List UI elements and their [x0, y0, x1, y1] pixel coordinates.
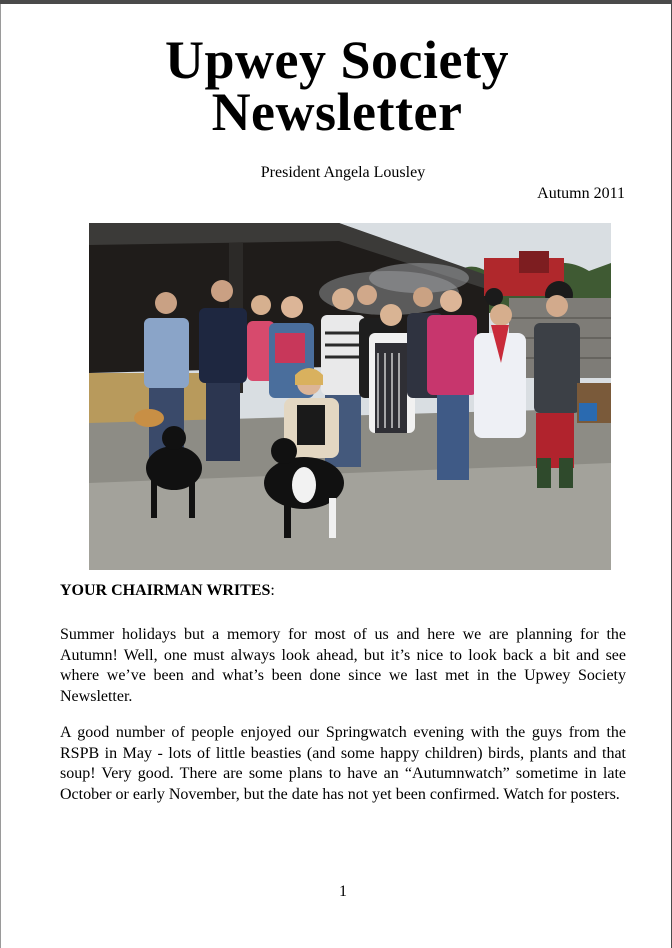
title-line-1: Upwey Society	[165, 30, 509, 90]
title-line-2: Newsletter	[211, 82, 463, 142]
newsletter-page	[0, 4, 671, 948]
page-number: 1	[339, 883, 347, 900]
issue-date: Autumn 2011	[537, 185, 625, 202]
article-paragraph: A good number of people enjoyed our Springwatch evening with the guys from the RSPB in May - lots of little beasties (and some happy children) birds, plants and that soup! Very good. There are some plans to have an “Autumnwatch” sometime in late October or early November, but the date has not yet been confirmed. Watch for posters.	[60, 724, 626, 803]
article-heading-colon: :	[270, 582, 275, 599]
president-line: President Angela Lousley	[260, 164, 426, 181]
group-photo	[89, 223, 611, 570]
article-heading	[60, 582, 275, 600]
article-heading-text: YOUR CHAIRMAN WRITES	[60, 582, 271, 599]
newsletter-title	[1, 30, 672, 142]
article-paragraph: Summer holidays but a memory for most of us and here we are planning for the Autumn! Well, one must always look ahead, but it’s nice to look back a bit and see where we’ve been and what’s been done since we last met in the Upwey Society Newsletter.	[60, 626, 626, 705]
